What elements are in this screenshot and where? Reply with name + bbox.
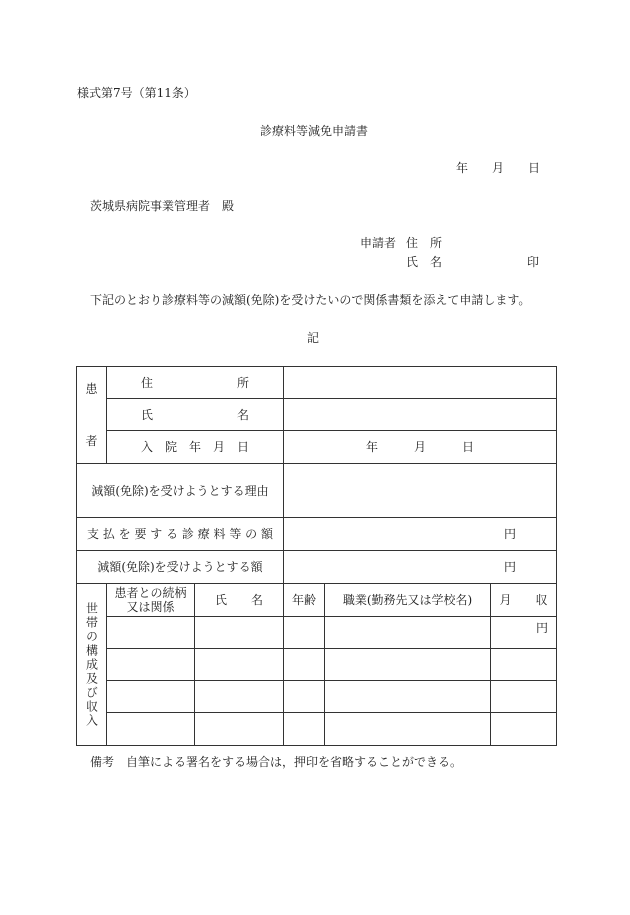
- household-row-3-name[interactable]: [195, 681, 284, 713]
- patient-label-2: 者: [85, 434, 98, 448]
- applicant-name-label: 氏 名: [406, 255, 443, 269]
- household-row-1-income[interactable]: 円: [491, 617, 557, 649]
- age-header: 年齢: [284, 584, 325, 617]
- intro-text: 下記のとおり診療料等の減額(免除)を受けたいので関係書類を添えて申請します。: [90, 293, 531, 307]
- form-number: 様式第7号（第11条）: [77, 86, 196, 100]
- household-row-1-name[interactable]: [195, 617, 284, 649]
- date-line: 年 月 日: [456, 161, 541, 175]
- income-header: 月 収: [491, 584, 557, 617]
- household-row-3-age[interactable]: [284, 681, 325, 713]
- occupation-header: 職業(勤務先又は学校名): [325, 584, 491, 617]
- household-row-4-age[interactable]: [284, 713, 325, 746]
- admission-date-field[interactable]: 年 月 日: [284, 431, 557, 464]
- reduction-amount-field[interactable]: 円: [284, 551, 557, 584]
- addressee: 茨城県病院事業管理者 殿: [90, 199, 235, 213]
- household-row-1-relation[interactable]: [107, 617, 195, 649]
- household-group-cell: [77, 584, 107, 746]
- household-row-3-income[interactable]: [491, 681, 557, 713]
- applicant-label: 申請者: [360, 236, 397, 250]
- admission-date-label: 入 院 年 月 日: [107, 431, 284, 464]
- patient-address-label: 住 所: [107, 367, 284, 399]
- patient-name-field[interactable]: [284, 399, 557, 431]
- remarks-note: 備考 自筆による署名をする場合は，押印を省略することができる。: [90, 755, 463, 769]
- household-row-3-relation[interactable]: [107, 681, 195, 713]
- patient-name-label: 氏 名: [107, 399, 284, 431]
- reduction-amount-label: 減額(免除)を受けようとする額: [77, 551, 284, 584]
- household-row-4-income[interactable]: [491, 713, 557, 746]
- household-row-3-occupation[interactable]: [325, 681, 491, 713]
- application-table: [76, 366, 557, 746]
- household-row-2-name[interactable]: [195, 649, 284, 681]
- household-row-4-name[interactable]: [195, 713, 284, 746]
- payment-amount-label: 支 払 を 要 す る 診 療 料 等 の 額: [77, 518, 284, 551]
- ki-mark: 記: [307, 331, 320, 345]
- household-row-2-age[interactable]: [284, 649, 325, 681]
- document-title: 診療料等減免申請書: [260, 124, 369, 138]
- household-row-1-occupation[interactable]: [325, 617, 491, 649]
- relation-header: 患者との続柄又は関係: [107, 584, 195, 617]
- seal-mark: 印: [527, 255, 540, 269]
- household-label: 世帯の構成及び収入: [84, 601, 99, 728]
- household-row-2-income[interactable]: [491, 649, 557, 681]
- patient-label-1: 患: [85, 382, 98, 396]
- reason-label: 減額(免除)を受けようとする理由: [77, 464, 284, 518]
- reason-field[interactable]: [284, 464, 557, 518]
- patient-group-cell: [77, 367, 107, 464]
- household-row-4-occupation[interactable]: [325, 713, 491, 746]
- payment-amount-field[interactable]: 円: [284, 518, 557, 551]
- patient-address-field[interactable]: [284, 367, 557, 399]
- household-row-2-occupation[interactable]: [325, 649, 491, 681]
- household-row-4-relation[interactable]: [107, 713, 195, 746]
- household-row-1-age[interactable]: [284, 617, 325, 649]
- household-row-2-relation[interactable]: [107, 649, 195, 681]
- member-name-header: 氏 名: [195, 584, 284, 617]
- applicant-address-label: 住 所: [406, 236, 443, 250]
